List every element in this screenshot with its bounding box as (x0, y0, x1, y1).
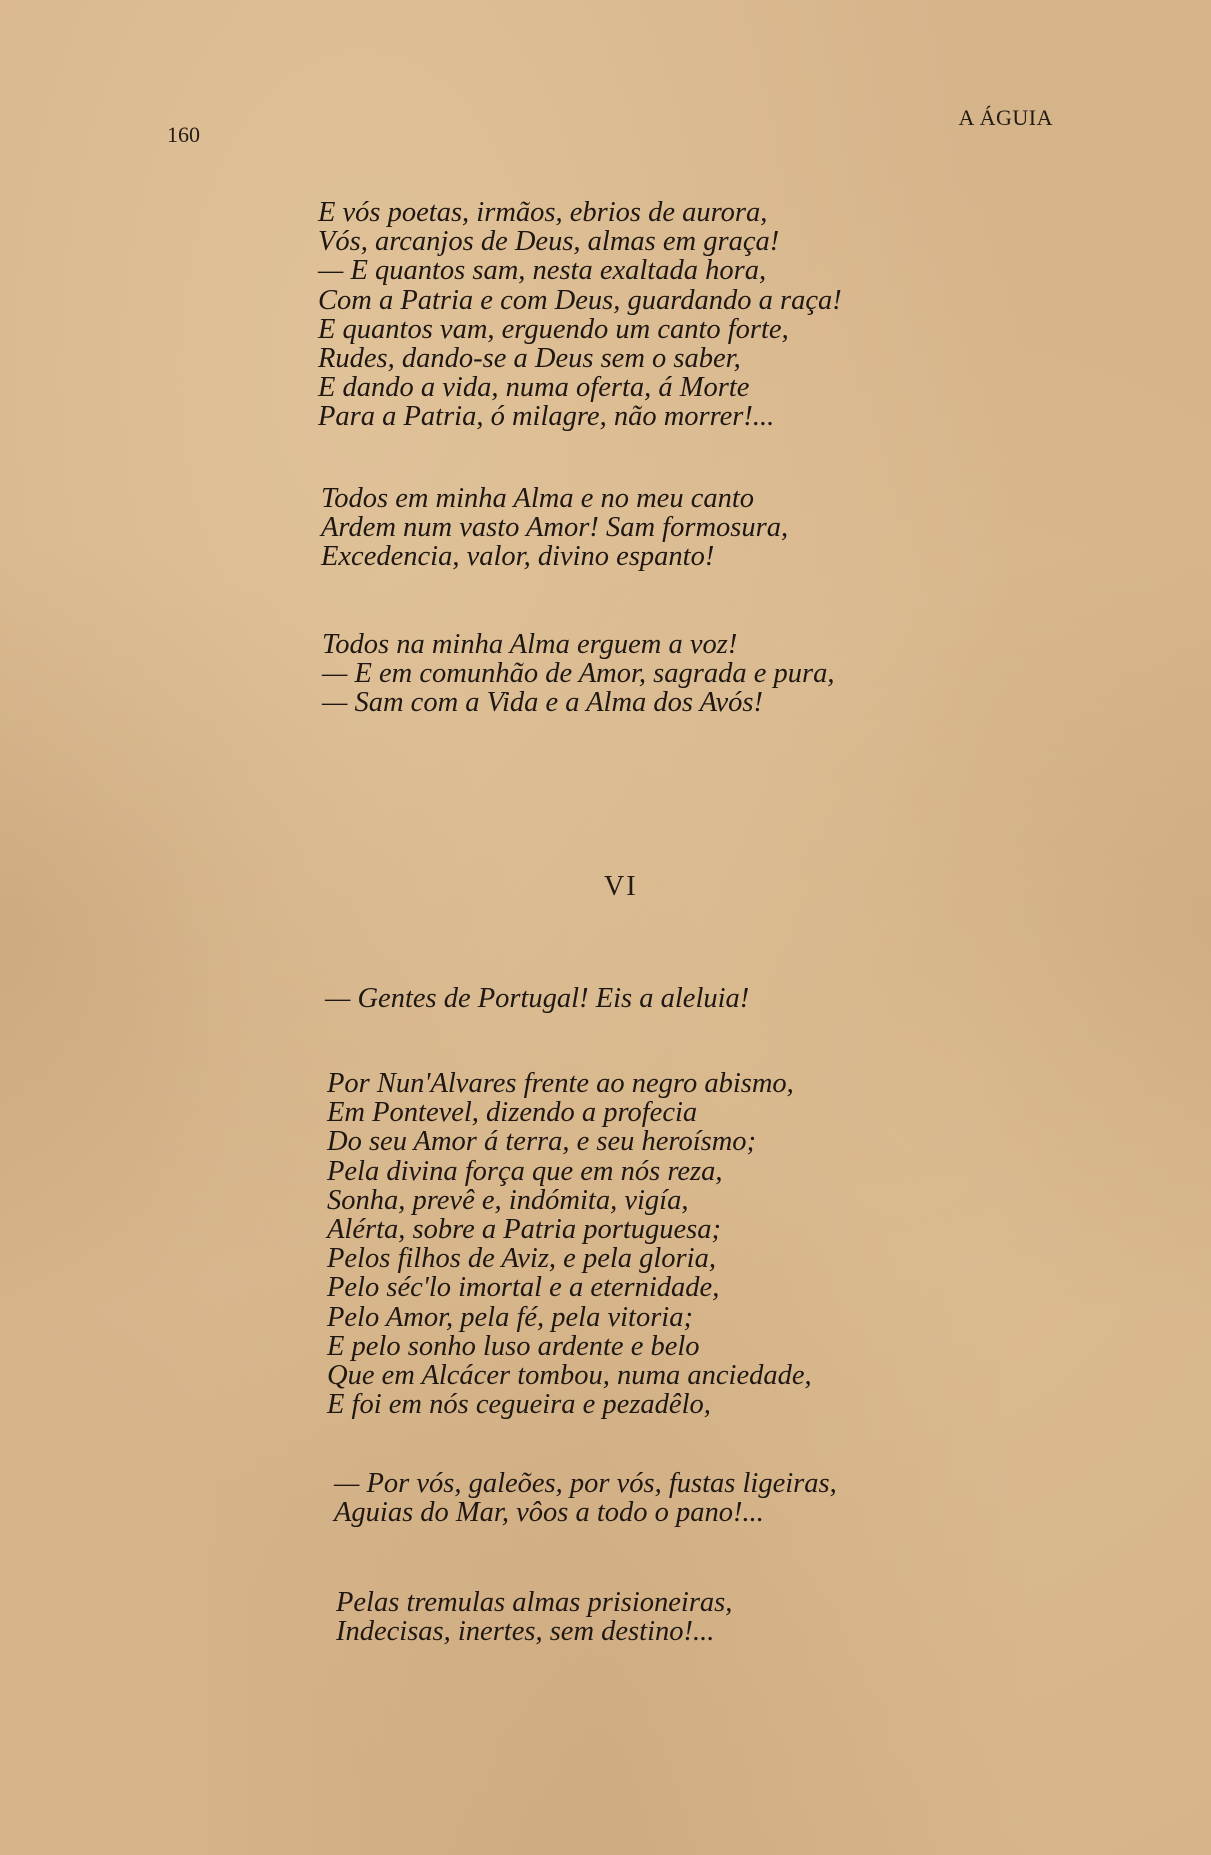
section-heading: VI (604, 871, 638, 902)
poem-line: Ardem num vasto Amor! Sam formosura, (321, 512, 789, 544)
poem-line: Pelas tremulas almas prisioneiras, (336, 1587, 733, 1618)
poem-stanza (336, 1588, 732, 1646)
poem-stanza (321, 484, 788, 572)
page-number: 160 (167, 122, 200, 147)
poem-line: Do seu Amor á terra, e seu heroísmo; (327, 1126, 757, 1158)
poem-line: E foi em nós cegueira e pezadêlo, (327, 1389, 711, 1421)
poem-line: E dando a vida, numa oferta, á Morte (318, 372, 750, 404)
poem-stanza (334, 1469, 837, 1527)
poem-line: Excedencia, valor, divino espanto! (321, 541, 715, 573)
poem-stanza (325, 984, 749, 1013)
poem-line: Alérta, sobre a Patria portuguesa; (327, 1214, 721, 1246)
poem-line: Todos em minha Alma e no meu canto (321, 483, 755, 514)
poem-line: Vós, arcanjos de Deus, almas em graça! (318, 226, 780, 258)
poem-line: E vós poetas, irmãos, ebrios de aurora, (318, 197, 768, 228)
poem-stanza (322, 630, 834, 718)
poem-line: Pelo séc'lo imortal e a eternidade, (327, 1272, 720, 1304)
poem-line: Pela divina força que em nós reza, (327, 1155, 723, 1187)
poem-line: Em Pontevel, dizendo a profecia (327, 1097, 698, 1129)
running-title: A ÁGUIA (958, 105, 1053, 130)
poem-stanza (327, 1069, 812, 1419)
poem-line: Que em Alcácer tombou, numa anciedade, (327, 1360, 812, 1392)
poem-line: — E em comunhão de Amor, sagrada e pura, (322, 658, 835, 690)
poem-line: Aguias do Mar, vôos a todo o pano!... (334, 1497, 764, 1529)
poem-line: — E quantos sam, nesta exaltada hora, (318, 255, 767, 287)
poem-line: Por Nun'Alvares frente ao negro abismo, (327, 1068, 794, 1099)
poem-line: Sonha, prevê e, indómita, vigía, (327, 1184, 689, 1216)
poem-line: Indecisas, inertes, sem destino!... (336, 1616, 715, 1648)
poem-line: Rudes, dando-se a Deus sem o saber, (318, 343, 741, 375)
poem-line: Para a Patria, ó milagre, não morrer!... (318, 401, 775, 433)
poem-line: — Por vós, galeões, por vós, fustas ligeiras, (334, 1468, 837, 1499)
poem-line: Com a Patria e com Deus, guardando a raça! (318, 284, 842, 316)
poem-line: — Gentes de Portugal! Eis a aleluia! (325, 983, 750, 1014)
poem-line: Pelos filhos de Aviz, e pela gloria, (327, 1243, 716, 1275)
poem-line: E quantos vam, erguendo um canto forte, (318, 313, 789, 345)
poem-line: — Sam com a Vida e a Alma dos Avós! (322, 687, 763, 719)
poem-line: Todos na minha Alma erguem a voz! (322, 629, 738, 660)
poem-line: E pelo sonho luso ardente e belo (327, 1330, 700, 1362)
poem-line: Pelo Amor, pela fé, pela vitoria; (327, 1301, 693, 1333)
poem-stanza (318, 198, 842, 432)
